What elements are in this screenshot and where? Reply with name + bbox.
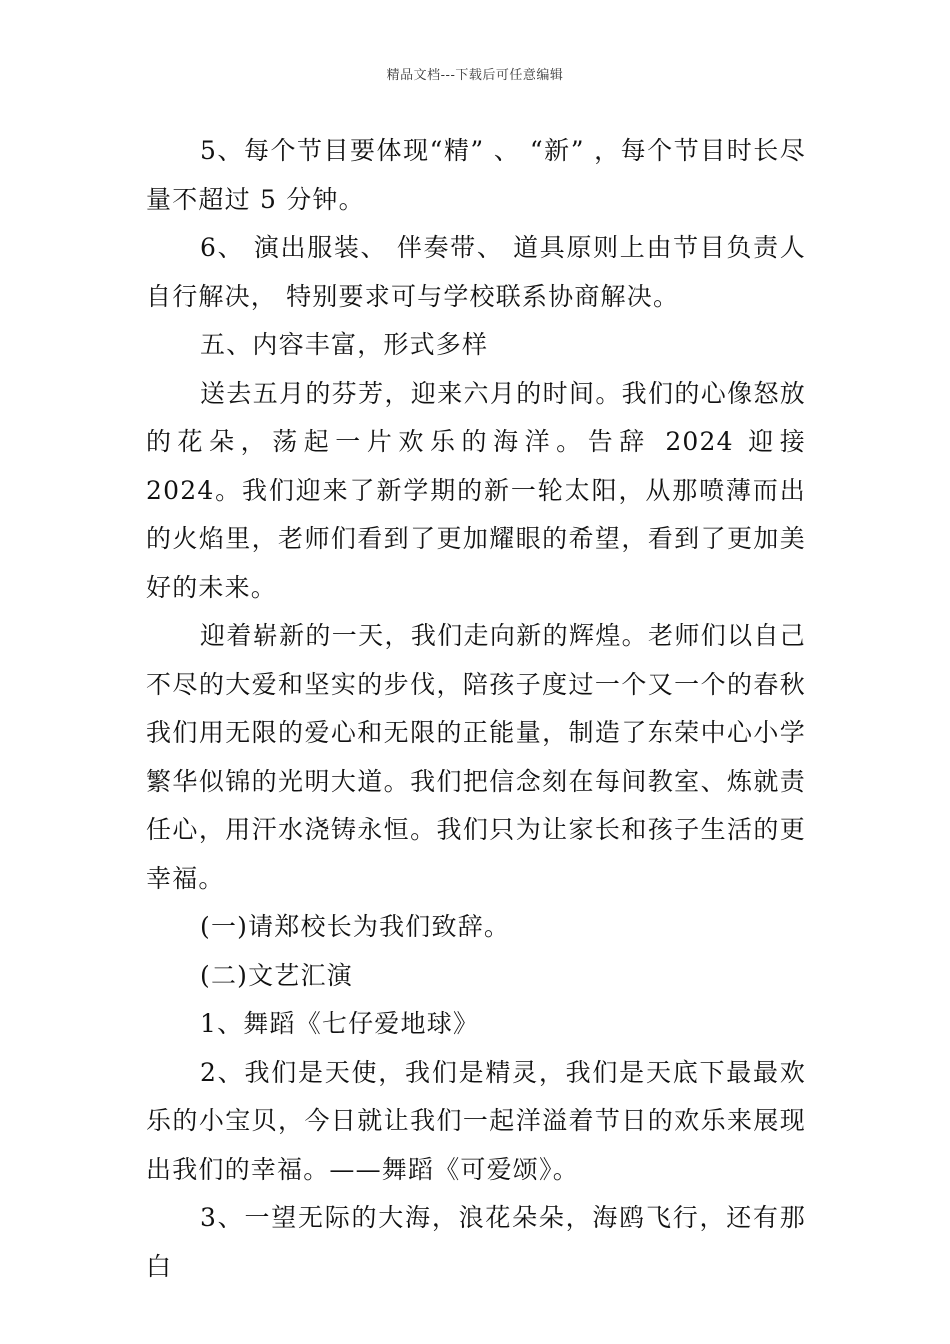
paragraph-item-6: 6、 演出服装、 伴奏带、 道具原则上由节目负责人自行解决， 特别要求可与学校联系协商解决。 [146, 233, 806, 311]
section-heading-five: 五、内容丰富，形式多样 [200, 330, 489, 359]
agenda-item-two: (二)文艺汇演 [200, 960, 353, 990]
program-item-2: 2、我们是天使，我们是精灵，我们是天底下最最欢乐的小宝贝，今日就让我们一起洋溢着节日的欢乐来展现出我们的幸福。——舞蹈《可爱颂》。 [146, 1057, 806, 1184]
agenda-item-one: (一)请郑校长为我们致辞。 [200, 912, 511, 941]
document-body [146, 127, 806, 1291]
page-header: 精品文档---下载后可任意编辑 [386, 68, 564, 83]
paragraph-teachers: 迎着崭新的一天，我们走向新的辉煌。老师们以自己不尽的大爱和坚实的步伐，陪孩子度过一个又一个的春秋我们用无限的爱心和无限的正能量，制造了东荣中心小学繁华似锦的光明大道。我们把信念刻在每间教室、炼就责任心，用汗水浇铸永恒。我们只为让家长和孩子生活的更幸福。 [146, 621, 806, 893]
paragraph-intro: 送去五月的芬芳，迎来六月的时间。我们的心像怒放的花朵，荡起一片欢乐的海洋。告辞 2024 迎接 2024。我们迎来了新学期的新一轮太阳，从那喷薄而出的火焰里，老师们看到了更加耀眼的希望，看到了更加美好的未来。 [146, 378, 806, 602]
program-item-3: 3、一望无际的大海，浪花朵朵，海鸥飞行，还有那白 [146, 1203, 806, 1281]
program-item-1: 1、舞蹈《七仔爱地球》 [200, 1009, 480, 1038]
paragraph-item-5: 5、每个节目要体现“精” 、 “新” ，每个节目时长尽量不超过 5 分钟。 [146, 136, 806, 214]
